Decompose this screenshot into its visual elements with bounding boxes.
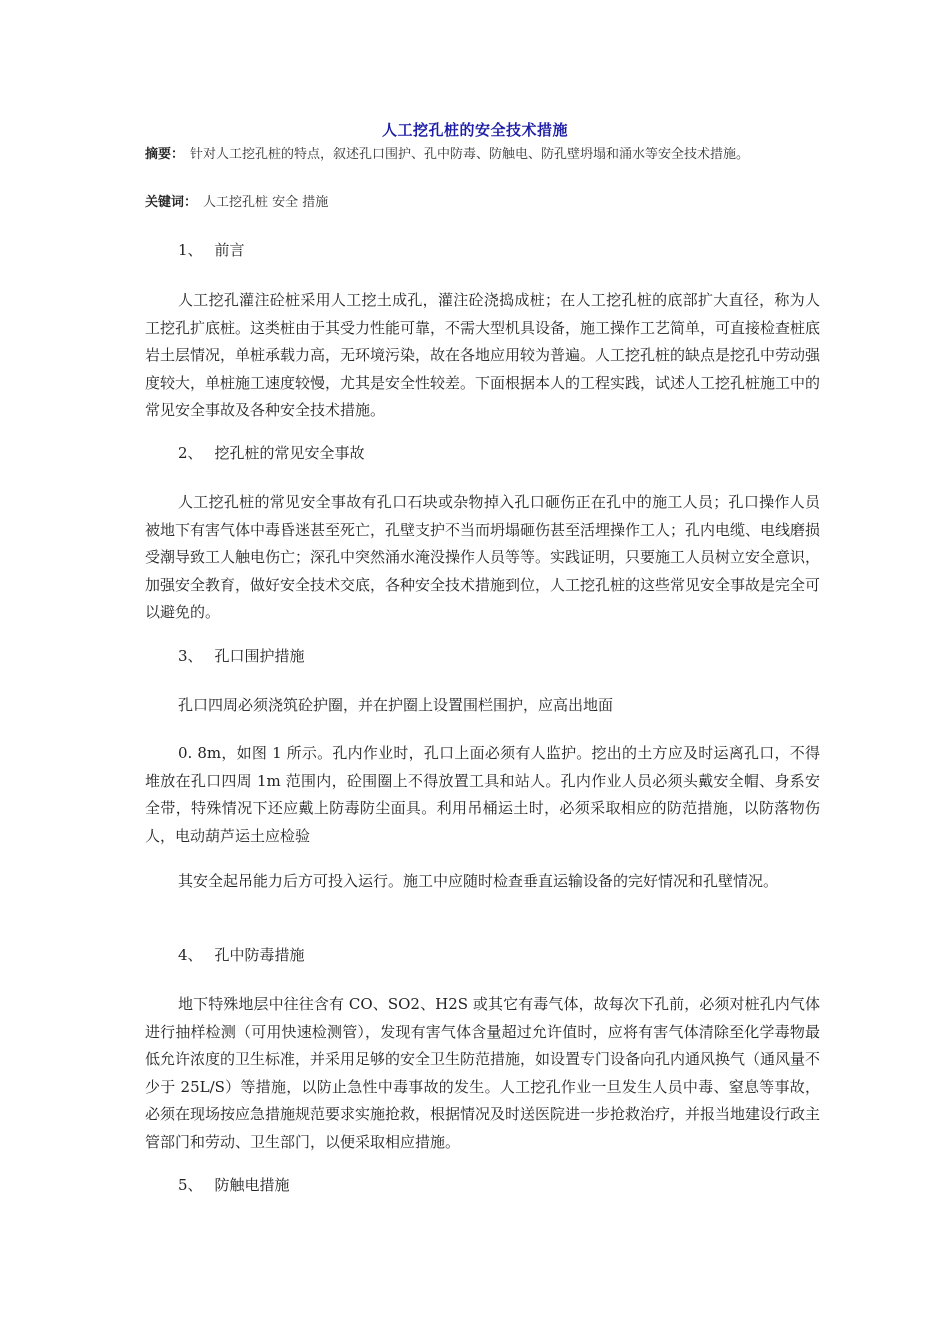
section-title: 防触电措施: [214, 1176, 290, 1194]
section-heading-2: [178, 442, 365, 464]
section-heading-3: [178, 645, 305, 667]
section-number: 2、: [178, 444, 203, 462]
abstract-text: 针对人工挖孔桩的特点，叙述孔口围护、孔中防毒、防触电、防孔壁坍塌和涌水等安全技术措施。: [190, 147, 750, 162]
paragraph: 人工挖孔灌注砼桩采用人工挖土成孔，灌注砼浇捣成桩；在人工挖孔桩的底部扩大直径，称为人工挖孔扩底桩。这类桩由于其受力性能可靠，不需大型机具设备，施工操作工艺简单，可直接检查桩底岩土层情况，单桩承载力高，无环境污染，故在各地应用较为普遍。人工挖孔桩的缺点是挖孔中劳动强度较大，单桩施工速度较慢，尤其是安全性较差。下面根据本人的工程实践，试述人工挖孔桩施工中的常见安全事故及各种安全技术措施。: [145, 291, 821, 419]
section-number: 1、: [178, 241, 203, 259]
paragraph: 孔口四周必须浇筑砼护圈，并在护圈上设置围栏围护，应高出地面: [178, 696, 614, 714]
section-title: 孔口围护措施: [214, 647, 305, 665]
document-title: 人工挖孔桩的安全技术措施: [381, 121, 568, 139]
paragraph: 人工挖孔桩的常见安全事故有孔口石块或杂物掉入孔口砸伤正在孔中的施工人员；孔口操作人员被地下有害气体中毒昏迷甚至死亡，孔壁支护不当而坍塌砸伤甚至活埋操作工人；孔内电缆、电线磨损受潮导致工人触电伤亡；深孔中突然涌水淹没操作人员等等。实践证明，只要施工人员树立安全意识，加强安全教育，做好安全技术交底，各种安全技术措施到位，人工挖孔桩的这些常见安全事故是完全可以避免的。: [145, 493, 821, 621]
paragraph: 0. 8m，如图 1 所示。孔内作业时，孔口上面必须有人监护。挖出的土方应及时运离孔口，不得堆放在孔口四周 1m 范围内，砼围圈上不得放置工具和站人。孔内作业人员必须头戴安全帽、身系安全带，特殊情况下还应戴上防毒防尘面具。利用吊桶运土时，必须采取相应的防范措施，以防落物伤人，电动葫芦运土应检验: [145, 744, 820, 845]
section-number: 5、: [178, 1176, 203, 1194]
section-number: 4、: [178, 946, 203, 964]
paragraph: 地下特殊地层中往往含有 CO、SO2、H2S 或其它有毒气体，故每次下孔前，必须对桩孔内气体进行抽样检测（可用快速检测管），发现有害气体含量超过允许值时，应将有害气体清除至化学毒物最低允许浓度的卫生标准，并采用足够的安全卫生防范措施，如设置专门设备向孔内通风换气（通风量不少于 25L/S）等措施，以防止急性中毒事故的发生。人工挖孔作业一旦发生人员中毒、窒息等事故，必须在现场按应急措施规范要求实施抢救，根据情况及时送医院进一步抢救治疗，并报当地建设行政主管部门和劳动、卫生部门，以便采取相应措施。: [145, 995, 821, 1151]
abstract-label: 摘要：: [145, 147, 185, 162]
section-heading-4: [178, 944, 305, 966]
section-title: 挖孔桩的常见安全事故: [214, 444, 365, 462]
section-heading-5: [178, 1174, 290, 1196]
paragraph: 其安全起吊能力后方可投入运行。施工中应随时检查垂直运输设备的完好情况和孔壁情况。: [178, 872, 779, 890]
section-heading-1: [178, 239, 245, 261]
section-title: 前言: [214, 241, 245, 259]
keywords-label: 关键词：: [145, 195, 198, 210]
section-number: 3、: [178, 647, 203, 665]
keywords-text: 人工挖孔桩 安全 措施: [203, 195, 329, 210]
keywords: [145, 193, 825, 213]
abstract: [145, 145, 825, 165]
section-title: 孔中防毒措施: [214, 946, 305, 964]
